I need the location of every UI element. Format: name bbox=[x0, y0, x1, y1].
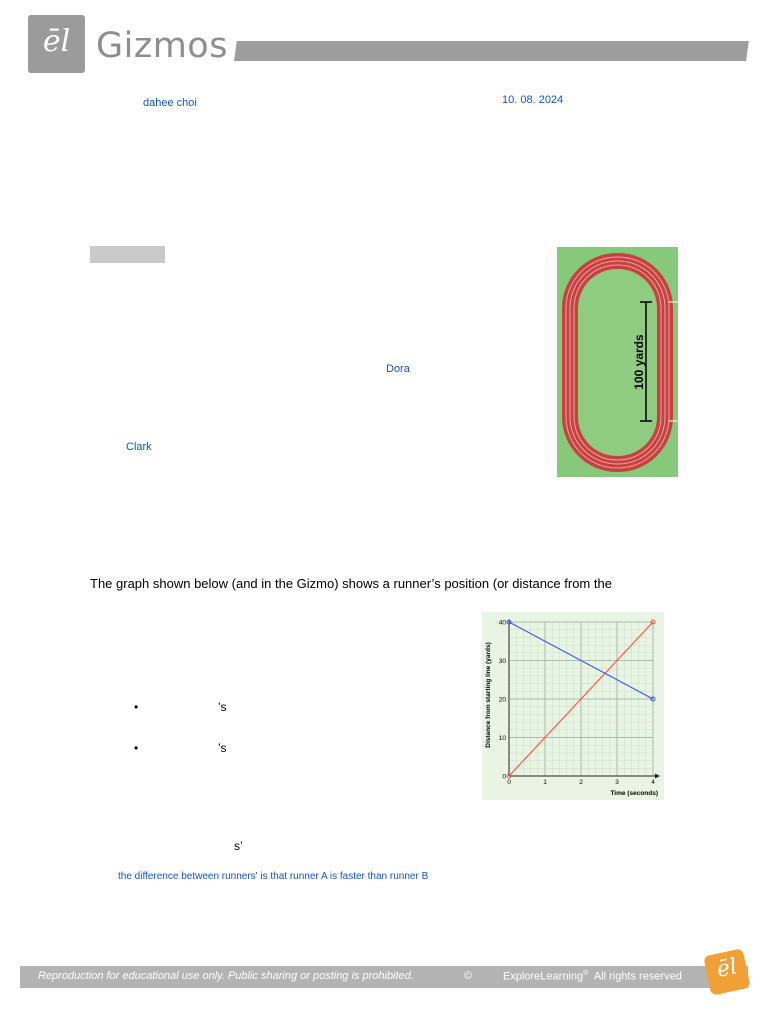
y-tick-label: 30 bbox=[498, 658, 506, 665]
x-tick-label: 3 bbox=[615, 779, 619, 786]
chart-y-axis-label: Distance from starting line (yards) bbox=[485, 642, 492, 748]
el-footer-logo-icon: ēl bbox=[714, 954, 740, 983]
footer-copyright-symbol: © bbox=[464, 970, 473, 982]
footer-brand-name: ExploreLearning bbox=[503, 970, 584, 983]
x-tick-label: 1 bbox=[543, 779, 547, 786]
footer-registered-mark: ® bbox=[583, 970, 589, 977]
possessive-text: s’ bbox=[234, 839, 243, 853]
section-heading-bar bbox=[90, 246, 165, 263]
student-name: dahee choi bbox=[143, 97, 197, 109]
bullet-text-2: ’s bbox=[218, 741, 227, 755]
date-value: 10. 08. 2024 bbox=[502, 94, 564, 106]
chart-x-axis-label: Time (seconds) bbox=[610, 790, 658, 797]
answer-dora: Dora bbox=[386, 363, 410, 375]
el-logo-icon: ēl bbox=[42, 24, 71, 59]
y-tick-label: 0 bbox=[502, 773, 506, 781]
running-track-image bbox=[557, 247, 678, 477]
bullet-dot-1: • bbox=[134, 700, 139, 714]
y-tick-label: 20 bbox=[498, 696, 506, 704]
answer-clark: Clark bbox=[126, 441, 152, 453]
answer-difference: the difference between runners' is that runner A is faster than runner B bbox=[118, 871, 429, 882]
header-bar bbox=[234, 41, 749, 61]
footer-brand bbox=[503, 970, 682, 983]
track-distance-label: 100 yards bbox=[632, 334, 646, 390]
y-tick-label: 10 bbox=[498, 735, 506, 742]
footer-notice: Reproduction for educational use only. Public sharing or posting is prohibited. bbox=[38, 970, 414, 982]
footer-rights: All rights reserved bbox=[593, 970, 682, 983]
graph-intro-text: The graph shown below (and in the Gizmo) shows a runner’s position (or distance from the bbox=[90, 576, 612, 591]
y-tick-label: 40 bbox=[498, 619, 506, 627]
brand-title: Gizmos bbox=[96, 26, 228, 66]
bullet-text-1: ’s bbox=[218, 700, 227, 714]
x-tick-label: 2 bbox=[579, 779, 583, 786]
x-tick-label: 4 bbox=[651, 779, 655, 786]
bullet-dot-2: • bbox=[134, 741, 139, 755]
distance-time-chart bbox=[482, 612, 664, 800]
x-tick-label: 0 bbox=[507, 779, 511, 786]
